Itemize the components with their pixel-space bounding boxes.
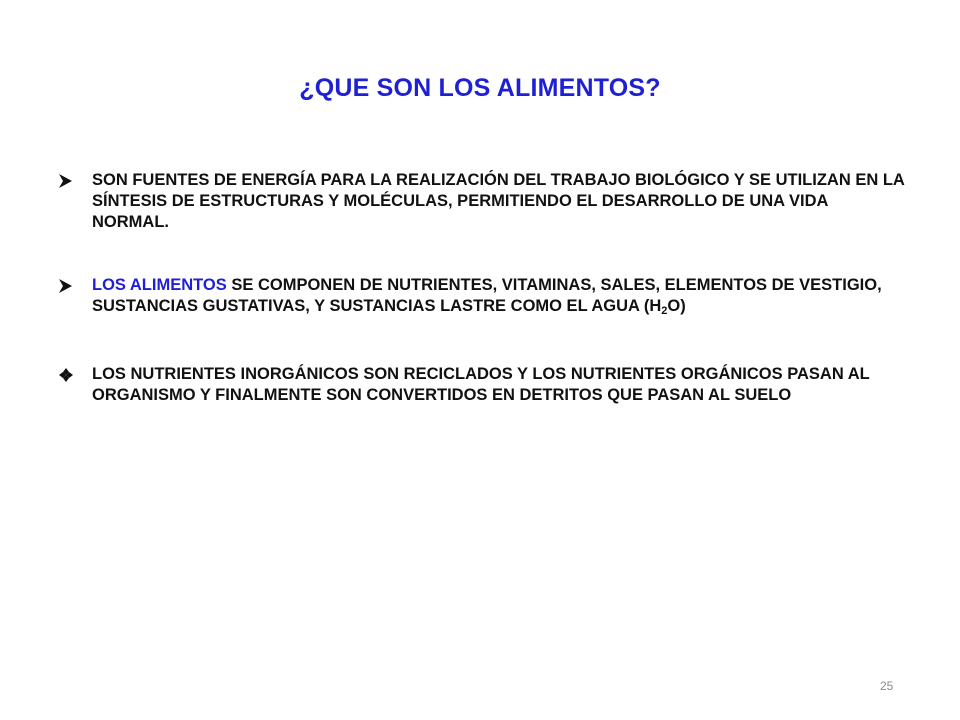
highlighted-term: LOS ALIMENTOS xyxy=(92,276,227,294)
bullet-item-energy xyxy=(56,170,906,233)
bullet-text: SON FUENTES DE ENERGÍA PARA LA REALIZACIÓN DEL TRABAJO BIOLÓGICO Y SE UTILIZAN EN LA SÍNTESIS DE ESTRUCTURAS Y MOLÉCULAS, PERMITIENDO EL DESARROLLO DE UNA VIDA NORMAL. xyxy=(92,171,905,231)
diamond-bullet-icon xyxy=(58,367,74,383)
bullet-text: LOS NUTRIENTES INORGÁNICOS SON RECICLADOS Y LOS NUTRIENTES ORGÁNICOS PASAN AL ORGANISMO Y FINALMENTE SON CONVERTIDOS EN DETRITOS QUE PASAN AL SUELO xyxy=(92,365,870,404)
bullet-list xyxy=(56,170,906,448)
arrow-bullet-icon xyxy=(58,278,74,294)
bullet-text-end: O) xyxy=(667,297,686,315)
arrow-bullet-icon xyxy=(58,173,74,189)
bullet-text: SE COMPONEN DE NUTRIENTES, VITAMINAS, SALES, ELEMENTOS DE VESTIGIO, SUSTANCIAS GUSTATIVAS, Y SUSTANCIAS LASTRE COMO EL AGUA (H xyxy=(92,276,882,315)
subscript: 2 xyxy=(661,305,668,317)
bullet-item-nutrients xyxy=(56,364,906,406)
slide-title: ¿QUE SON LOS ALIMENTOS? xyxy=(299,74,661,102)
bullet-item-composition xyxy=(56,275,906,322)
page-number: 25 xyxy=(880,679,894,693)
